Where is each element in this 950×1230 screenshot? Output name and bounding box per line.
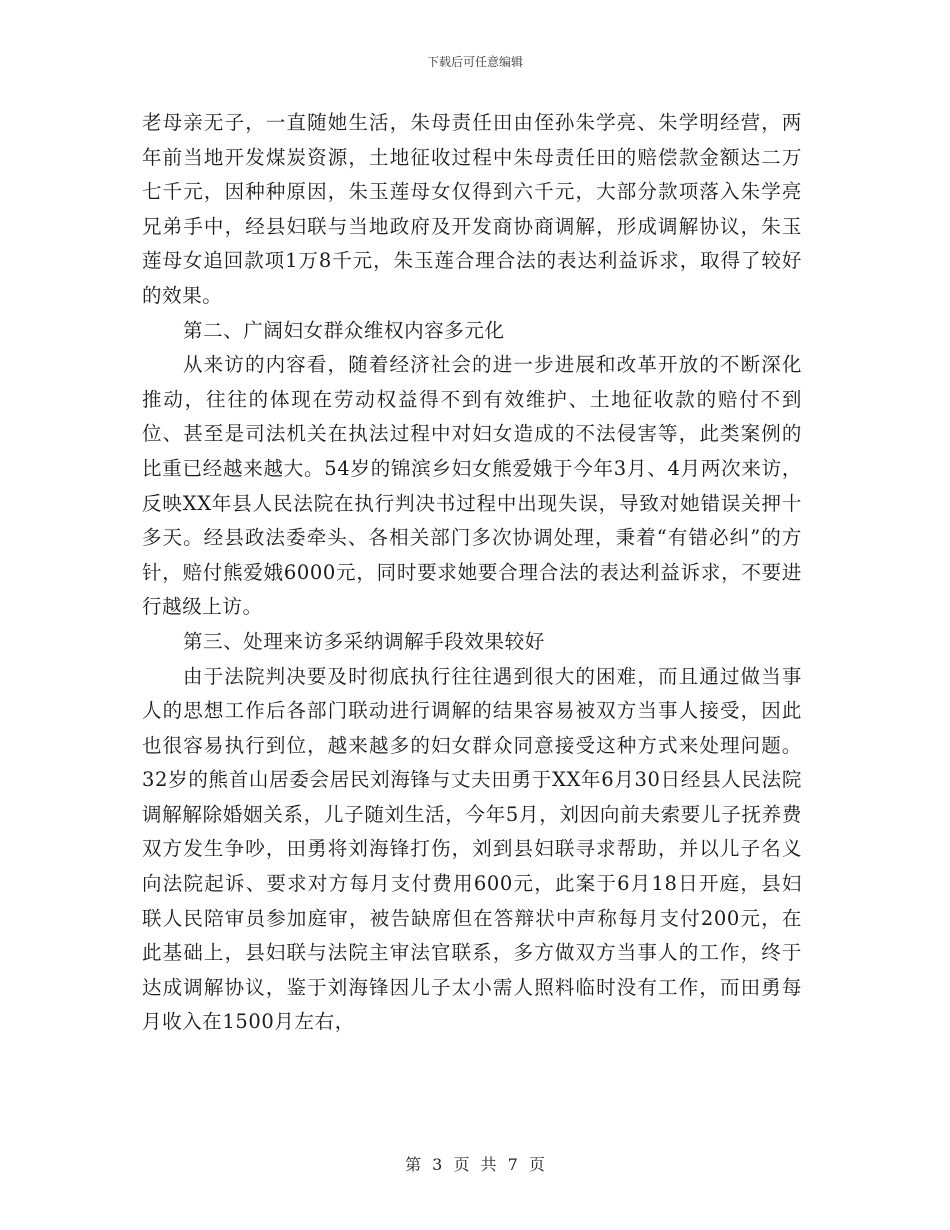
- section-heading-3: 第三、处理来访多采纳调解手段效果较好: [183, 629, 545, 653]
- page-header: 下载后可任意编辑: [426, 55, 523, 69]
- section-heading-2: 第二、广阔妇女群众维权内容多元化: [183, 318, 505, 342]
- paragraph-continuation: 老母亲无子，一直随她生活，朱母责任田由侄孙朱学亮、朱学明经营，两年前当地开发煤炭资源，土地征收过程中朱母责任田的赔偿款金额达二万七千元，因种种原因，朱玉莲母女仅得到六千元，大部分款项落入朱学亮兄弟手中，经县妇联与当地政府及开发商协商调解，形成调解协议，朱玉莲母女追回款项1万8千元，朱玉莲合理合法的表达利益诉求，取得了较好的效果。: [142, 111, 802, 307]
- paragraph-section-2: 从来访的内容看，随着经济社会的进一步进展和改革开放的不断深化推动，往往的体现在劳动权益得不到有效维护、土地征收款的赔付不到位、甚至是司法机关在执法过程中对妇女造成的不法侵害等，此类案例的比重已经越来越大。54岁的锦滨乡妇女熊爱娥于今年3月、4月两次来访，反映XX年县人民法院在执行判决书过程中出现失误，导致对她错误关押十多天。经县政法委牵头、各相关部门多次协调处理，秉着“有错必纠”的方针，赔付熊爱娥6000元，同时要求她要合理合法的表达利益诉求，不要进行越级上访。: [142, 353, 802, 619]
- page-number-footer: 第 3 页 共 7 页: [405, 1155, 545, 1174]
- paragraph-section-3: 由于法院判决要及时彻底执行往往遇到很大的困难，而且通过做当事人的思想工作后各部门联动进行调解的结果容易被双方当事人接受，因此也很容易执行到位，越来越多的妇女群众同意接受这种方式来处理问题。32岁的熊首山居委会居民刘海锋与丈夫田勇于XX年6月30日经县人民法院调解解除婚姻关系，儿子随刘生活，今年5月，刘因向前夫索要儿子抚养费双方发生争吵，田勇将刘海锋打伤，刘到县妇联寻求帮助，并以儿子名义向法院起诉、要求对方每月支付费用600元，此案于6月18日开庭，县妇联人民陪审员参加庭审，被告缺席但在答辩状中声称每月支付200元，在此基础上，县妇联与法院主审法官联系，多方做双方当事人的工作，终于达成调解协议，鉴于刘海锋因儿子太小需人照料临时没有工作，而田勇每月收入在1500月左右，: [142, 664, 802, 1034]
- document-body: [142, 106, 802, 1040]
